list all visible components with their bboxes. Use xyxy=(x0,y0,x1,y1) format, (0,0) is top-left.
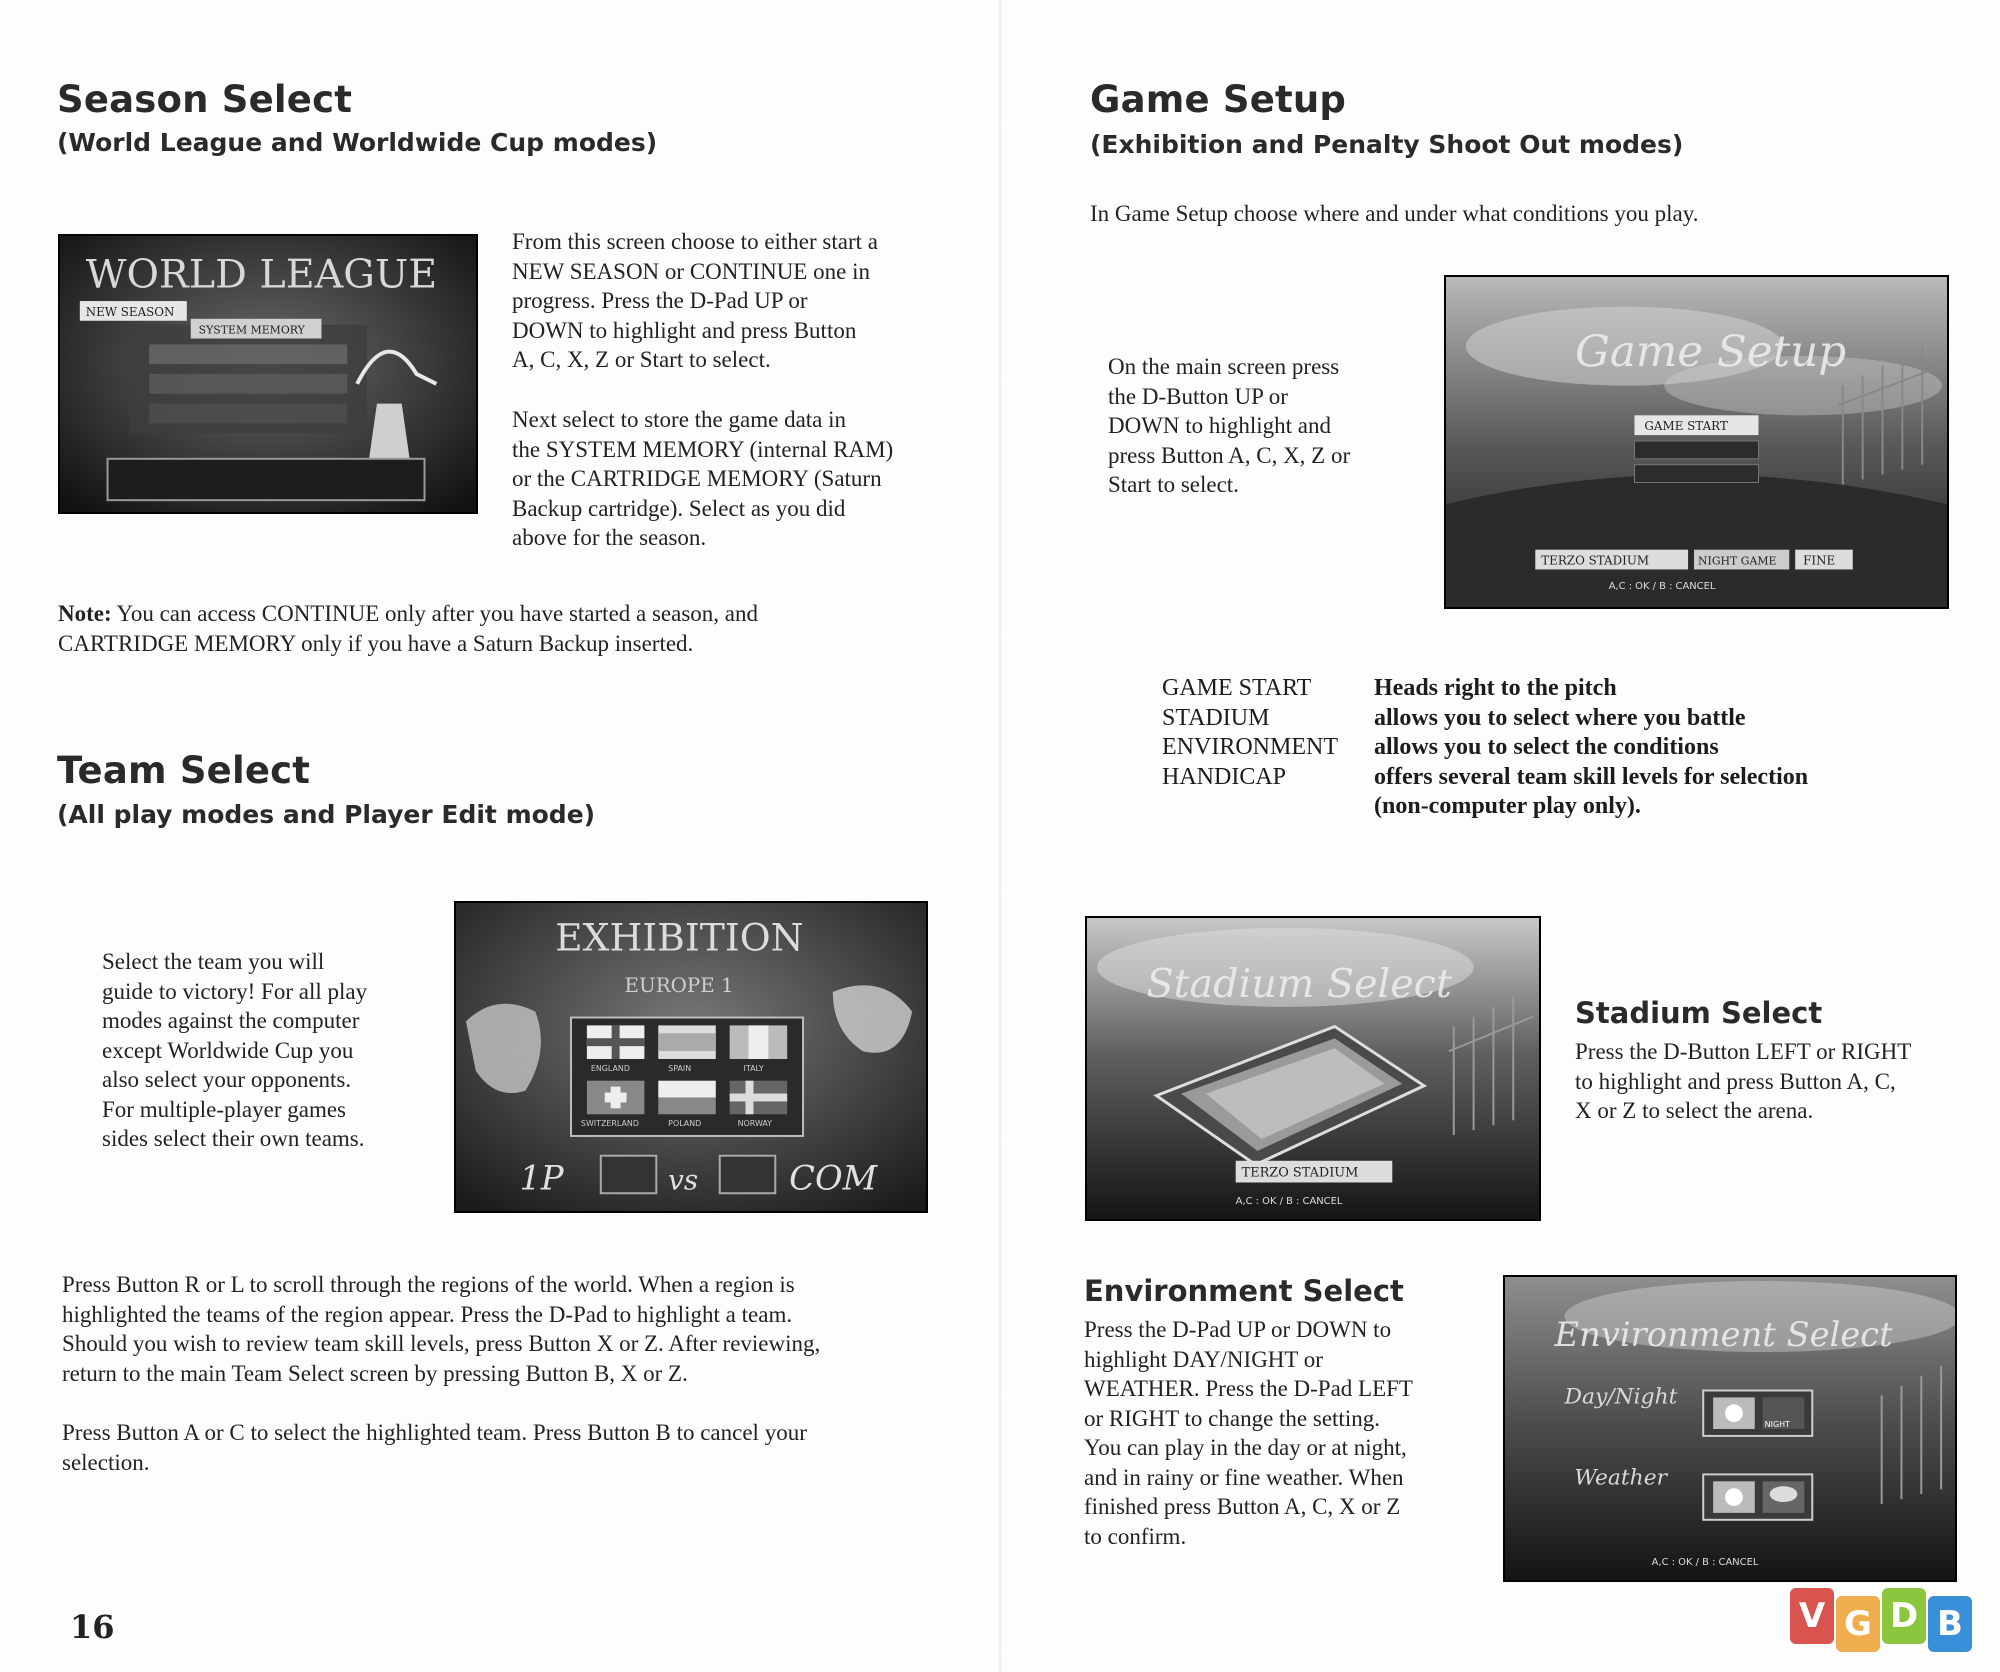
logo-tile: G xyxy=(1836,1596,1880,1652)
season-select-heading: Season Select xyxy=(57,78,353,121)
text-line: sides select their own teams. xyxy=(102,1126,365,1151)
environment-select-text xyxy=(1084,1315,1413,1551)
game-setup-subtitle: (Exhibition and Penalty Shoot Out modes) xyxy=(1090,130,1684,159)
text-line: return to the main Team Select screen by pressing Button B, X or Z. xyxy=(62,1360,688,1386)
game-setup-heading: Game Setup xyxy=(1090,78,1347,121)
environment-select-screenshot xyxy=(1503,1275,1957,1582)
text-line: modes against the computer xyxy=(102,1008,360,1033)
text-line: On the main screen press xyxy=(1108,354,1340,379)
team-label: POLAND xyxy=(668,1119,702,1129)
es-screen-title: Environment Select xyxy=(1554,1315,1893,1355)
text-line: A, C, X, Z or Start to select. xyxy=(512,347,771,372)
text-line: Select the team you will xyxy=(102,949,325,974)
logo-tile: B xyxy=(1928,1596,1972,1652)
text-line: the D-Button UP or xyxy=(1108,383,1288,409)
text-line: From this screen choose to either start a xyxy=(512,229,878,254)
text-line: and in rainy or fine weather. When xyxy=(1084,1464,1404,1490)
season-select-para-2 xyxy=(512,405,893,553)
text-line: NEW SEASON or CONTINUE one in xyxy=(512,258,870,284)
text-line: Backup cartridge). Select as you did xyxy=(512,495,846,521)
option-term: GAME START xyxy=(1162,675,1312,701)
text-line: Press Button R or L to scroll through the regions of the world. When a region is xyxy=(62,1272,795,1297)
note-line-1: You can access CONTINUE only after you have started a season, and xyxy=(111,601,759,626)
option-desc: offers several team skill levels for selection xyxy=(1374,763,1809,790)
game-setup-screenshot xyxy=(1444,275,1949,609)
team-label: NORWAY xyxy=(737,1119,773,1129)
note-line-2: CARTRIDGE MEMORY only if you have a Saturn Backup inserted. xyxy=(58,630,694,656)
gs-screen-title: Game Setup xyxy=(1574,327,1847,377)
text-line: progress. Press the D-Pad UP or xyxy=(512,288,808,313)
ss-footer: A,C : OK / B : CANCEL xyxy=(1235,1196,1343,1208)
text-line: or the CARTRIDGE MEMORY (Saturn xyxy=(512,466,882,491)
gs-weather-label: FINE xyxy=(1803,553,1836,568)
stadium-select-text xyxy=(1575,1037,1911,1126)
team-select-para-2 xyxy=(62,1418,807,1477)
team-select-subtitle: (All play modes and Player Edit mode) xyxy=(57,800,596,829)
note-label: Note: xyxy=(58,601,112,626)
ex-vs-label: vs xyxy=(668,1163,699,1197)
text-line: finished press Button A, C, X or Z xyxy=(1084,1494,1401,1519)
text-line: to highlight and press Button A, C, xyxy=(1575,1068,1896,1094)
ss-stadium-label: TERZO STADIUM xyxy=(1241,1165,1359,1181)
option-term: ENVIRONMENT xyxy=(1162,734,1338,760)
text-line: guide to victory! For all play xyxy=(102,978,368,1004)
gs-footer: A,C : OK / B : CANCEL xyxy=(1608,581,1716,593)
text-line: WEATHER. Press the D-Pad LEFT xyxy=(1084,1376,1413,1401)
ex-region-label: EUROPE 1 xyxy=(624,973,734,997)
option-row xyxy=(1162,674,1808,704)
text-line: selection. xyxy=(62,1449,150,1475)
option-term: HANDICAP xyxy=(1162,763,1287,790)
environment-select-heading: Environment Select xyxy=(1084,1274,1404,1308)
text-line: Next select to store the game data in xyxy=(512,407,847,432)
text-line: Start to select. xyxy=(1108,472,1239,497)
page-number-left: 16 xyxy=(70,1608,115,1646)
logo-tile: D xyxy=(1882,1588,1926,1644)
option-row xyxy=(1162,733,1808,763)
team-select-heading: Team Select xyxy=(57,749,311,792)
ex-com-label: COM xyxy=(789,1158,878,1198)
text-line: Press the D-Button LEFT or RIGHT xyxy=(1575,1039,1912,1064)
world-league-screenshot xyxy=(58,234,478,514)
team-label: SWITZERLAND xyxy=(580,1119,639,1129)
text-line: highlight DAY/NIGHT or xyxy=(1084,1346,1323,1372)
text-line: press Button A, C, X, Z or xyxy=(1108,442,1351,468)
text-line: Should you wish to review team skill levels, press Button X or Z. After reviewing, xyxy=(62,1331,821,1356)
text-line: DOWN to highlight and xyxy=(1108,413,1331,438)
text-line: the SYSTEM MEMORY (internal RAM) xyxy=(512,436,894,462)
text-line: except Worldwide Cup you xyxy=(102,1037,354,1063)
stadium-select-screenshot xyxy=(1085,916,1541,1221)
game-setup-intro: In Game Setup choose where and under what conditions you play. xyxy=(1090,201,1699,226)
vgdb-logo xyxy=(1790,1588,1980,1662)
text-line: For multiple-player games xyxy=(102,1096,346,1122)
wl-system-memory-label: SYSTEM MEMORY xyxy=(198,323,305,337)
stadium-select-heading: Stadium Select xyxy=(1575,996,1823,1030)
text-line: to confirm. xyxy=(1084,1523,1187,1549)
option-term xyxy=(1162,792,1374,822)
text-line: above for the season. xyxy=(512,525,707,550)
team-label: SPAIN xyxy=(668,1063,692,1073)
season-select-para-1 xyxy=(512,227,878,375)
text-line: Press the D-Pad UP or DOWN to xyxy=(1084,1317,1392,1342)
text-line: You can play in the day or at night, xyxy=(1084,1435,1407,1460)
ex-p1-label: 1P xyxy=(519,1158,564,1198)
wl-screen-title: WORLD LEAGUE xyxy=(85,251,438,298)
option-desc: (non-computer play only). xyxy=(1374,793,1641,819)
game-setup-options xyxy=(1162,674,1808,822)
team-label: ITALY xyxy=(743,1063,764,1073)
es-row1-label: Day/Night xyxy=(1564,1384,1678,1410)
option-desc: Heads right to the pitch xyxy=(1374,675,1617,701)
es-row2-label: Weather xyxy=(1574,1465,1668,1491)
option-term: STADIUM xyxy=(1162,704,1270,731)
text-line: also select your opponents. xyxy=(102,1067,352,1092)
option-row xyxy=(1162,704,1808,734)
text-line: DOWN to highlight and press Button xyxy=(512,317,857,343)
ex-screen-title: EXHIBITION xyxy=(555,915,804,960)
wl-new-season-label: NEW SEASON xyxy=(85,304,175,319)
right-page xyxy=(1000,0,2000,1672)
team-select-side-text xyxy=(102,947,367,1154)
team-label: ENGLAND xyxy=(590,1063,630,1073)
gs-time-label: NIGHT GAME xyxy=(1697,554,1777,568)
season-select-subtitle: (World League and Worldwide Cup modes) xyxy=(57,128,658,157)
option-row xyxy=(1162,763,1808,793)
es-footer: A,C : OK / B : CANCEL xyxy=(1651,1557,1759,1569)
option-desc: allows you to select the conditions xyxy=(1374,734,1719,760)
season-select-note xyxy=(58,599,758,658)
logo-tile: V xyxy=(1790,1588,1834,1644)
text-line: highlighted the teams of the region appear. Press the D-Pad to highlight a team. xyxy=(62,1301,793,1327)
gs-menu-item: GAME START xyxy=(1644,419,1728,434)
option-desc: allows you to select where you battle xyxy=(1374,704,1746,731)
text-line: or RIGHT to change the setting. xyxy=(1084,1405,1380,1431)
es-night-label: NIGHT xyxy=(1764,1420,1790,1430)
team-select-para-1 xyxy=(62,1270,820,1388)
option-row xyxy=(1162,792,1808,822)
game-setup-side-text xyxy=(1108,352,1350,500)
ss-screen-title: Stadium Select xyxy=(1146,961,1452,1007)
gs-stadium-label: TERZO STADIUM xyxy=(1541,553,1650,568)
text-line: Press Button A or C to select the highlighted team. Press Button B to cancel your xyxy=(62,1420,807,1445)
text-line: X or Z to select the arena. xyxy=(1575,1098,1814,1123)
exhibition-screenshot xyxy=(454,901,928,1213)
